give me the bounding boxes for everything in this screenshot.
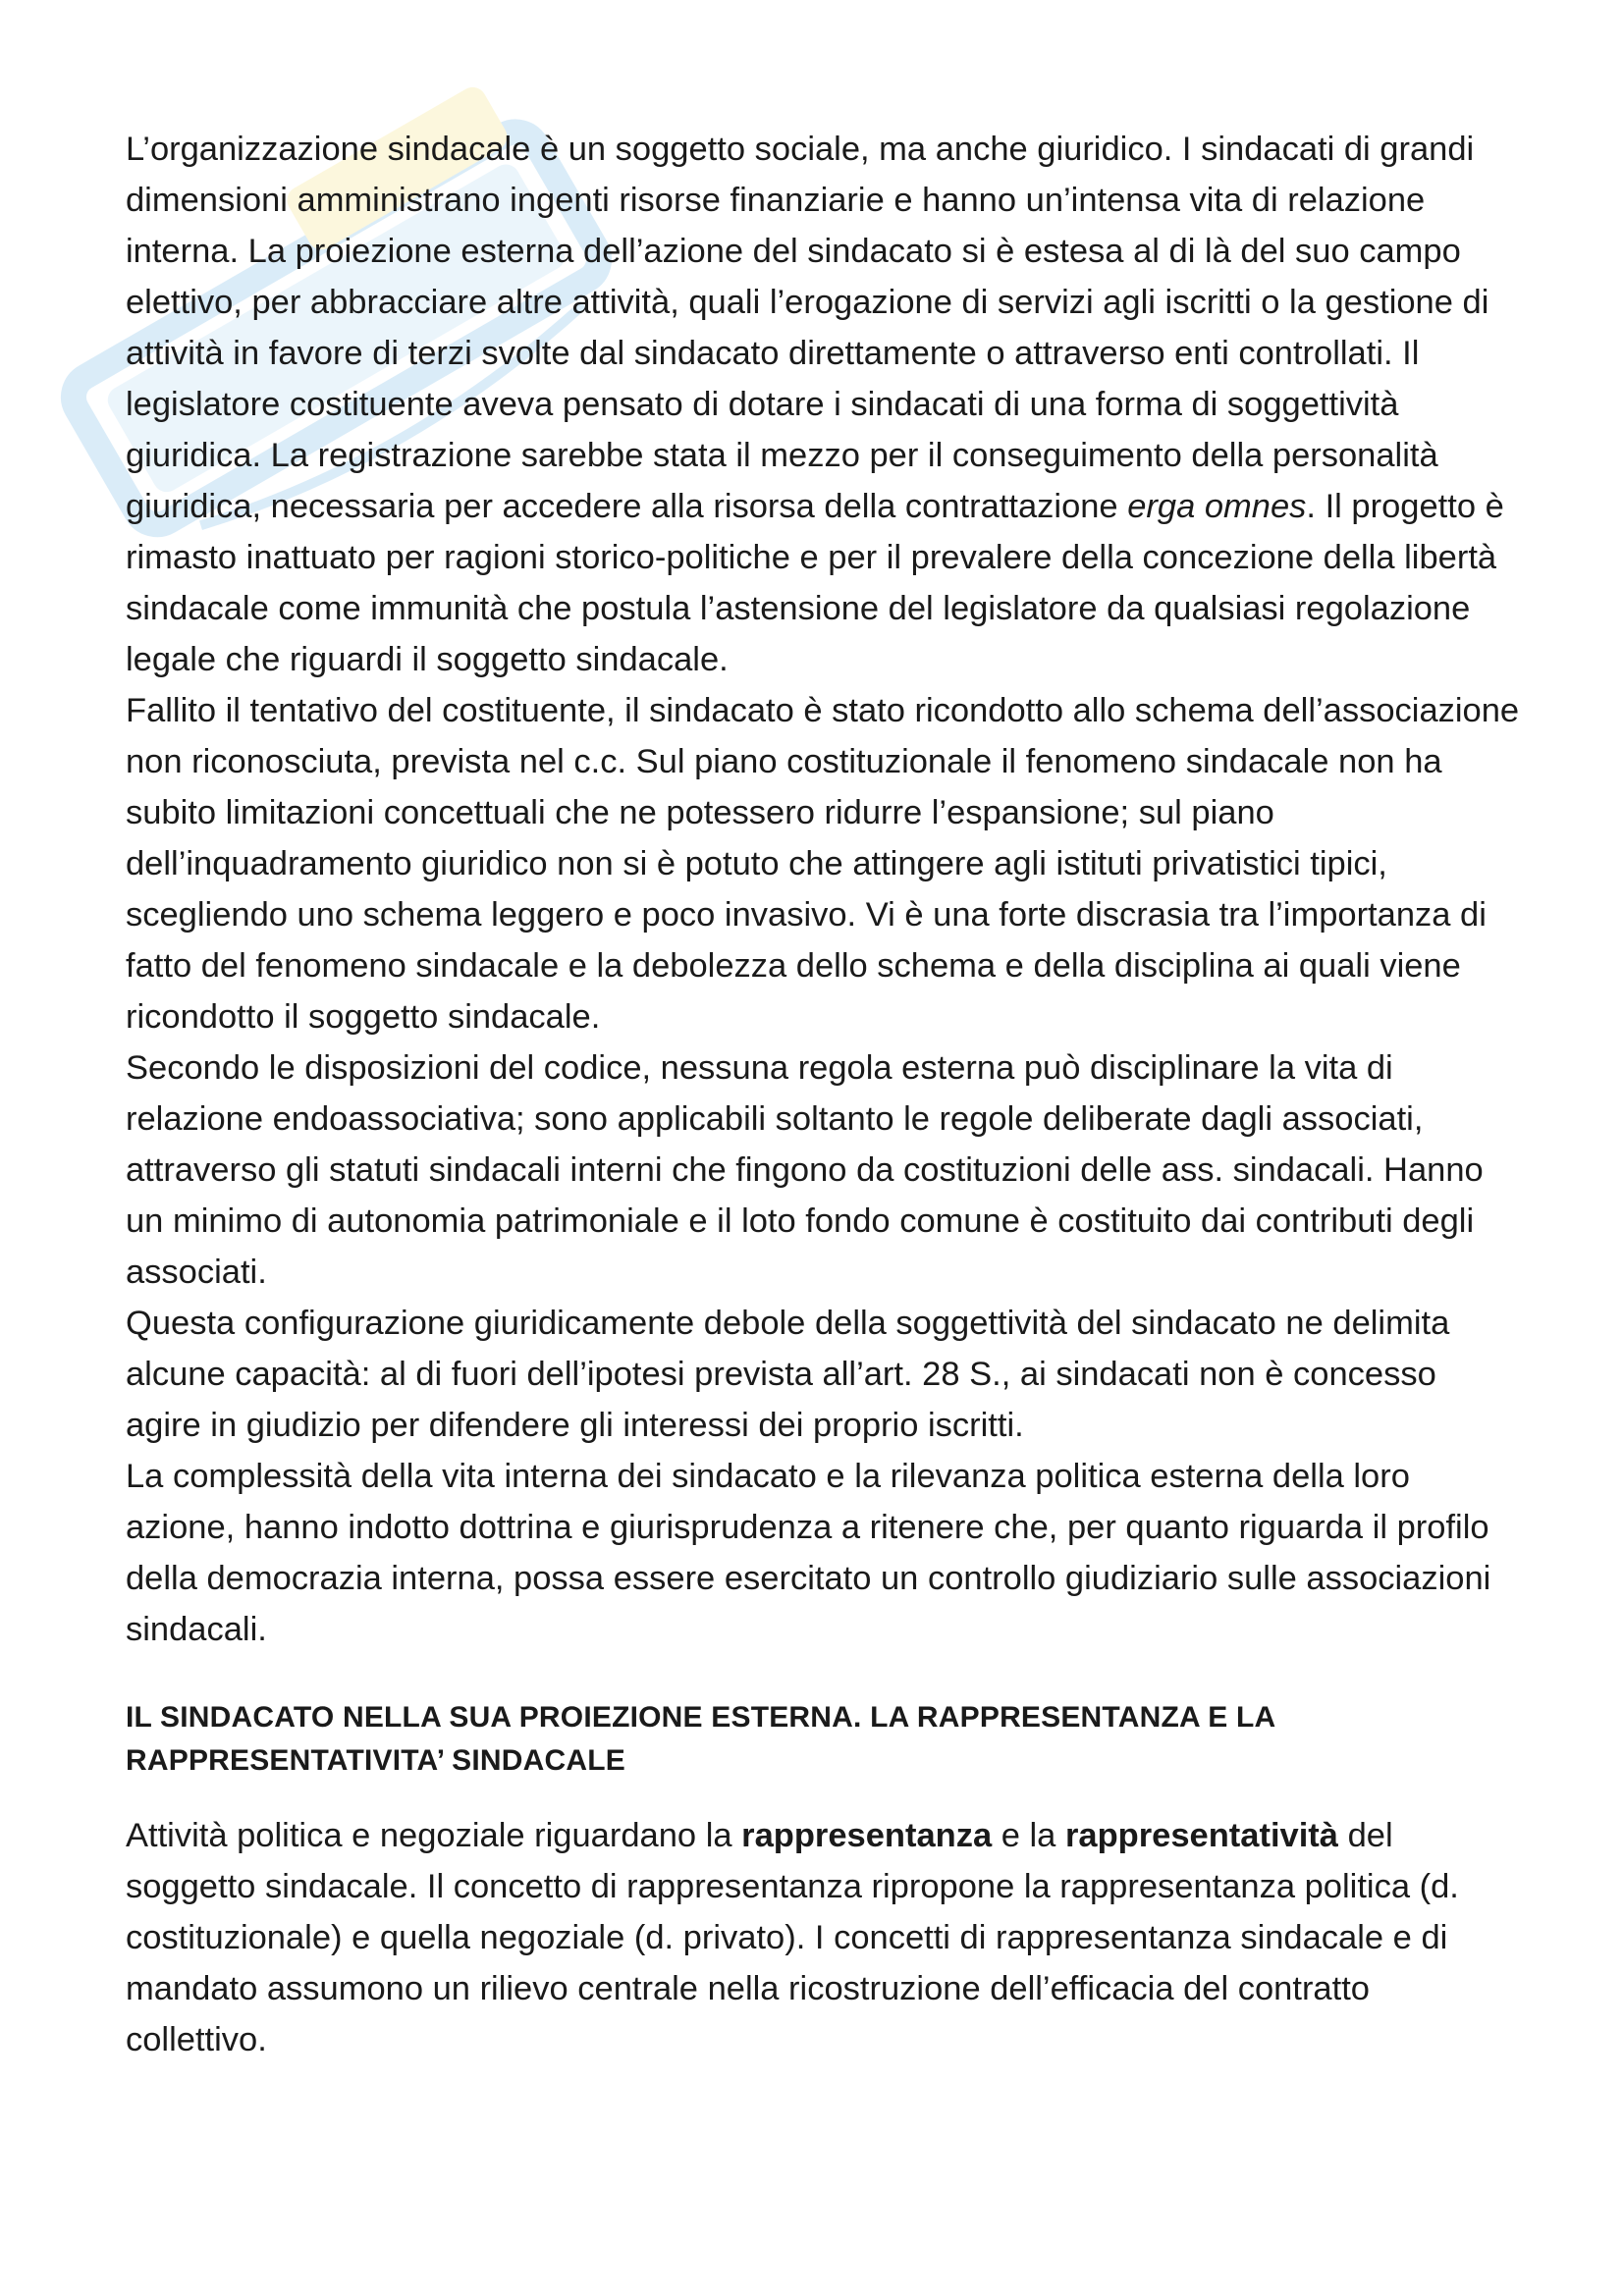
paragraph-1-text-b: . Il progetto è rimasto inattuato per ragioni storico-politiche e per il prevalere della concezione della libertà sindacale come immunità che postula l’astensione del legislatore da qualsiasi regolazione legale che riguardi il soggetto sindacale. bbox=[126, 488, 1504, 678]
paragraph-2: Fallito il tentativo del costituente, il sindacato è stato ricondotto allo schema dell’associazione non riconosciuta, prevista nel c.c. Sul piano costituzionale il fenomeno sindacale non ha subito limitazioni concettuali che ne potessero ridurre l’espansione; sul piano dell’inquadramento giuridico non si è potuto che attingere agli istituti privatistici tipici, scegliendo uno schema leggero e poco invasivo. Vi è una forte discrasia tra l’importanza di fatto del fenomeno sindacale e la debolezza dello schema e della disciplina ai quali viene ricondotto il soggetto sindacale. bbox=[126, 692, 1520, 1036]
paragraph-6-text-a: Attività politica e negoziale riguardano la bbox=[126, 1817, 742, 1854]
document-body bbox=[126, 124, 1520, 2065]
paragraph-6-text-c: del soggetto sindacale. Il concetto di rappresentanza ripropone la rappresentanza politica (d. costituzionale) e quella negoziale (d. privato). I concetti di rappresentanza sindacale e di mandato assumono un rilievo centrale nella ricostruzione dell’efficacia del contratto collettivo. bbox=[126, 1817, 1459, 2058]
paragraph-1-text-a: L’organizzazione sindacale è un soggetto sociale, ma anche giuridico. I sindacati di grandi dimensioni amministrano ingenti risorse finanziarie e hanno un’intensa vita di relazione interna. La proiezione esterna dell’azione del sindacato si è estesa al di là del suo campo elettivo, per abbracciare altre attività, quali l’erogazione di servizi agli iscritti o la gestione di attività in favore di terzi svolte dal sindacato direttamente o attraverso enti controllati. Il legislatore costituente aveva pensato di dotare i sindacati di una forma di soggettività giuridica. La registrazione sarebbe stata il mezzo per il conseguimento della personalità giuridica, necessaria per accedere alla risorsa della contrattazione bbox=[126, 131, 1489, 525]
paragraph-5: La complessità della vita interna dei sindacato e la rilevanza politica esterna della loro azione, hanno indotto dottrina e giurisprudenza a ritenere che, per quanto riguarda il profilo della democrazia interna, possa essere esercitato un controllo giudiziario sulle associazioni sindacali. bbox=[126, 1458, 1491, 1648]
section-heading: IL SINDACATO NELLA SUA PROIEZIONE ESTERNA. LA RAPPRESENTANZA E LA RAPPRESENTATIVITA’ SINDACALE bbox=[126, 1701, 1275, 1777]
paragraph-6 bbox=[126, 1810, 1520, 2065]
paragraph-1 bbox=[126, 124, 1520, 685]
paragraph-6-text-b: e la bbox=[992, 1817, 1065, 1854]
paragraph-6-bold-term-2: rappresentatività bbox=[1064, 1817, 1338, 1854]
paragraph-6-bold-term-1: rappresentanza bbox=[741, 1817, 993, 1854]
paragraph-4: Questa configurazione giuridicamente debole della soggettività del sindacato ne delimita alcune capacità: al di fuori dell’ipotesi prevista all’art. 28 S., ai sindacati non è concesso agire in giudizio per difendere gli interessi dei proprio iscritti. bbox=[126, 1305, 1450, 1444]
paragraph-1-italic-term: erga omnes bbox=[1127, 488, 1307, 525]
paragraph-3: Secondo le disposizioni del codice, nessuna regola esterna può disciplinare la vita di relazione endoassociativa; sono applicabili soltanto le regole deliberate dagli associati, attraverso gli statuti sindacali interni che fingono da costituzioni delle ass. sindacali. Hanno un minimo di autonomia patrimoniale e il loto fondo comune è costituito dai contributi degli associati. bbox=[126, 1049, 1484, 1291]
